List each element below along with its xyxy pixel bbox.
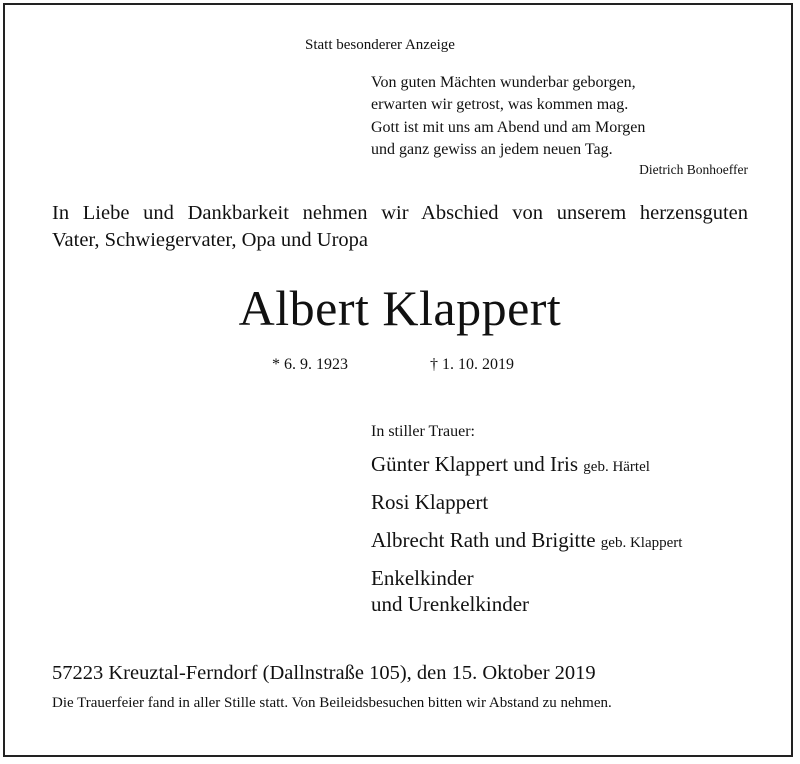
mourners-heading: In stiller Trauer: <box>371 423 475 440</box>
footer-notice: Die Trauerfeier fand in aller Stille statt. Von Beileidsbesuchen bitten wir Abstand zu nehmen. <box>52 695 612 711</box>
poem-line-4: und ganz gewiss an jedem neuen Tag. <box>371 141 613 158</box>
poem-line-2: erwarten wir getrost, was kommen mag. <box>371 96 629 113</box>
mourner-name: Enkelkinder <box>371 566 474 590</box>
mourner-entry <box>371 592 529 617</box>
intro-line-1: In Liebe und Dankbarkeit nehmen wir Abschied von unserem herzensguten <box>52 202 748 224</box>
mourner-entry <box>371 566 474 591</box>
poem-line-1: Von guten Mächten wunderbar geborgen, <box>371 74 636 91</box>
footer-address: 57223 Kreuztal-Ferndorf (Dallnstraße 105), den 15. Oktober 2019 <box>52 662 596 684</box>
birth-date: * 6. 9. 1923 <box>272 356 348 373</box>
mourner-name: Albrecht Rath und Brigitte <box>371 528 596 552</box>
intro-line-2: Vater, Schwiegervater, Opa und Uropa <box>52 229 368 251</box>
poem-author: Dietrich Bonhoeffer <box>639 162 748 177</box>
mourner-name: Rosi Klappert <box>371 490 489 514</box>
poem-line-3: Gott ist mit uns am Abend und am Morgen <box>371 119 646 136</box>
death-date: † 1. 10. 2019 <box>430 356 514 373</box>
mourner-name: und Urenkelkinder <box>371 592 530 616</box>
mourner-entry <box>371 528 682 553</box>
mourner-entry <box>371 452 650 477</box>
mourner-entry <box>371 490 488 515</box>
mourner-name: Günter Klappert und Iris <box>371 452 579 476</box>
mourner-maiden-name: geb. Klappert <box>600 535 683 551</box>
mourner-maiden-name: geb. Härtel <box>583 459 650 475</box>
deceased-name: Albert Klappert <box>238 280 562 336</box>
header-notice: Statt besonderer Anzeige <box>305 37 455 53</box>
